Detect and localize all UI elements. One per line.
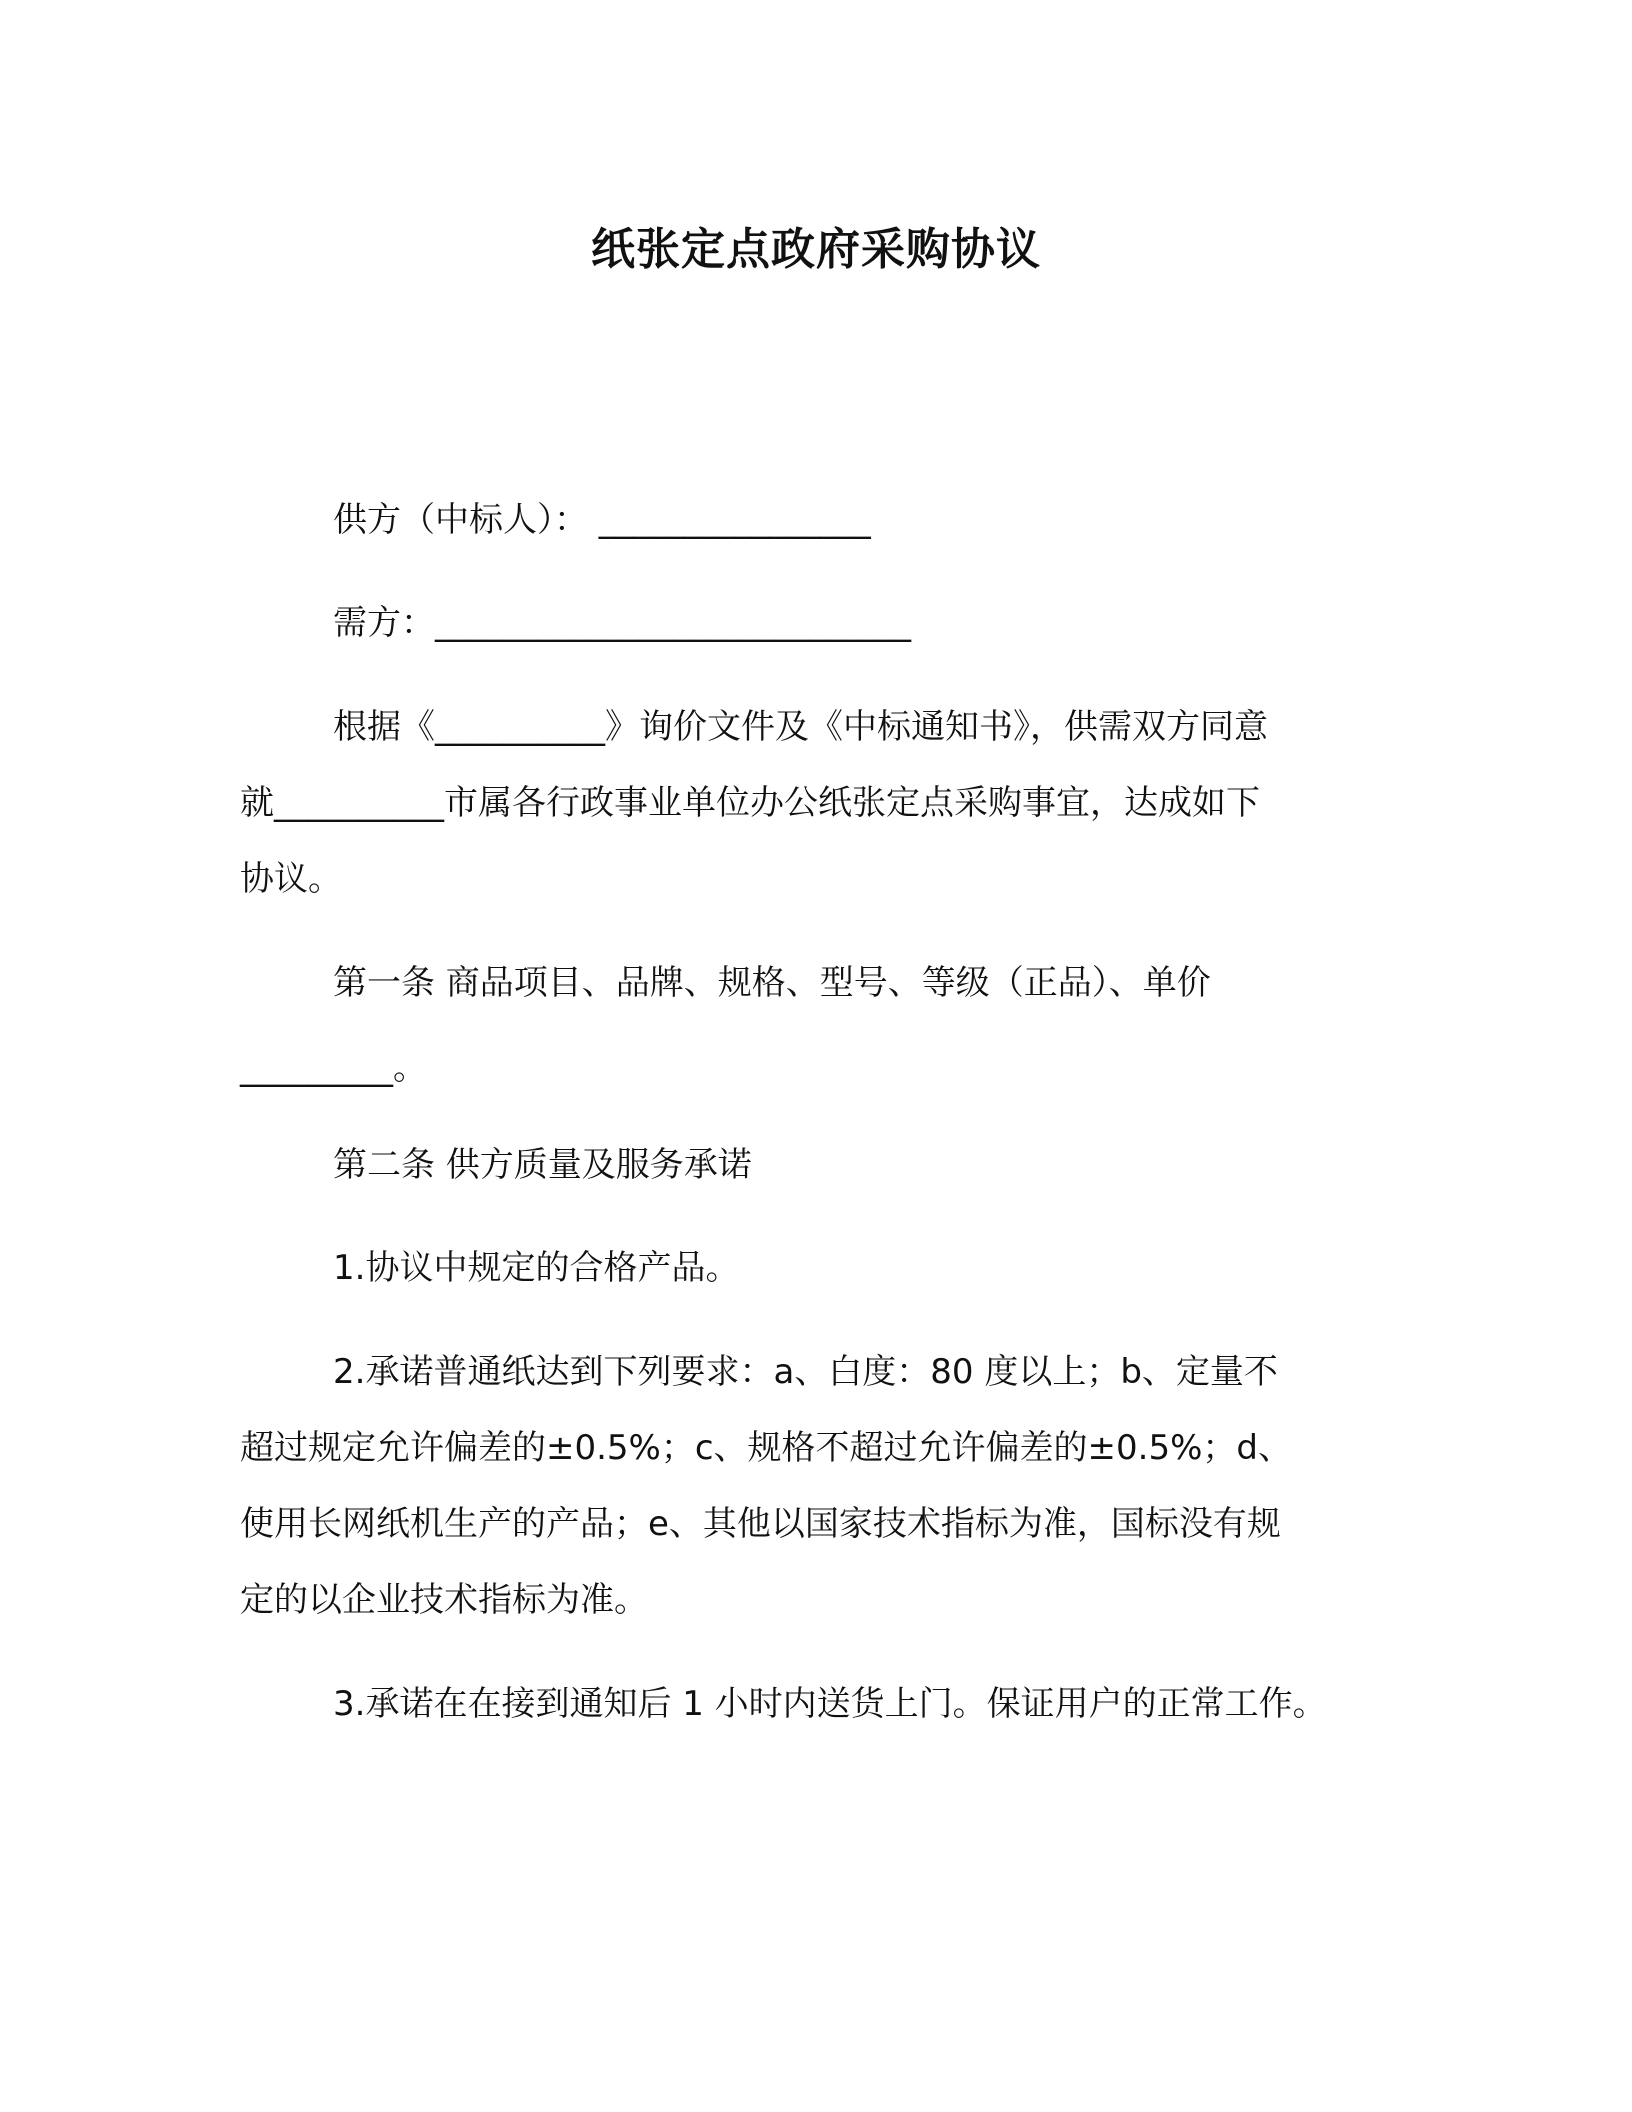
buyer-line: 需方：____________________________	[333, 603, 911, 643]
intro-line-1: 根据《__________》询价文件及《中标通知书》，供需双方同意	[333, 707, 1268, 747]
article2-item-3: 3.承诺在在接到通知后 1 小时内送货上门。保证用户的正常工作。	[333, 1684, 1327, 1724]
article2-item-2-line-4: 定的以企业技术指标为准。	[240, 1580, 648, 1620]
article2-item-2-line-3: 使用长网纸机生产的产品；e、其他以国家技术指标为准，国标没有规	[240, 1504, 1281, 1544]
article1-line-2: _________。	[240, 1048, 427, 1088]
intro-line-2: 就__________市属各行政事业单位办公纸张定点采购事宜，达成如下	[240, 783, 1260, 823]
article2-item-1: 1.协议中规定的合格产品。	[333, 1248, 740, 1288]
article2-heading: 第二条 供方质量及服务承诺	[333, 1145, 752, 1185]
intro-line-3: 协议。	[240, 859, 342, 899]
article2-item-2-line-1: 2.承诺普通纸达到下列要求：a、白度：80 度以上；b、定量不	[333, 1352, 1278, 1392]
document-title: 纸张定点政府采购协议	[591, 224, 1041, 275]
article2-item-2-line-2: 超过规定允许偏差的±0.5%；c、规格不超过允许偏差的±0.5%；d、	[240, 1428, 1293, 1468]
supplier-line: 供方（中标人）： ________________	[333, 500, 871, 540]
article1-line-1: 第一条 商品项目、品牌、规格、型号、等级（正品）、单价	[333, 963, 1211, 1003]
